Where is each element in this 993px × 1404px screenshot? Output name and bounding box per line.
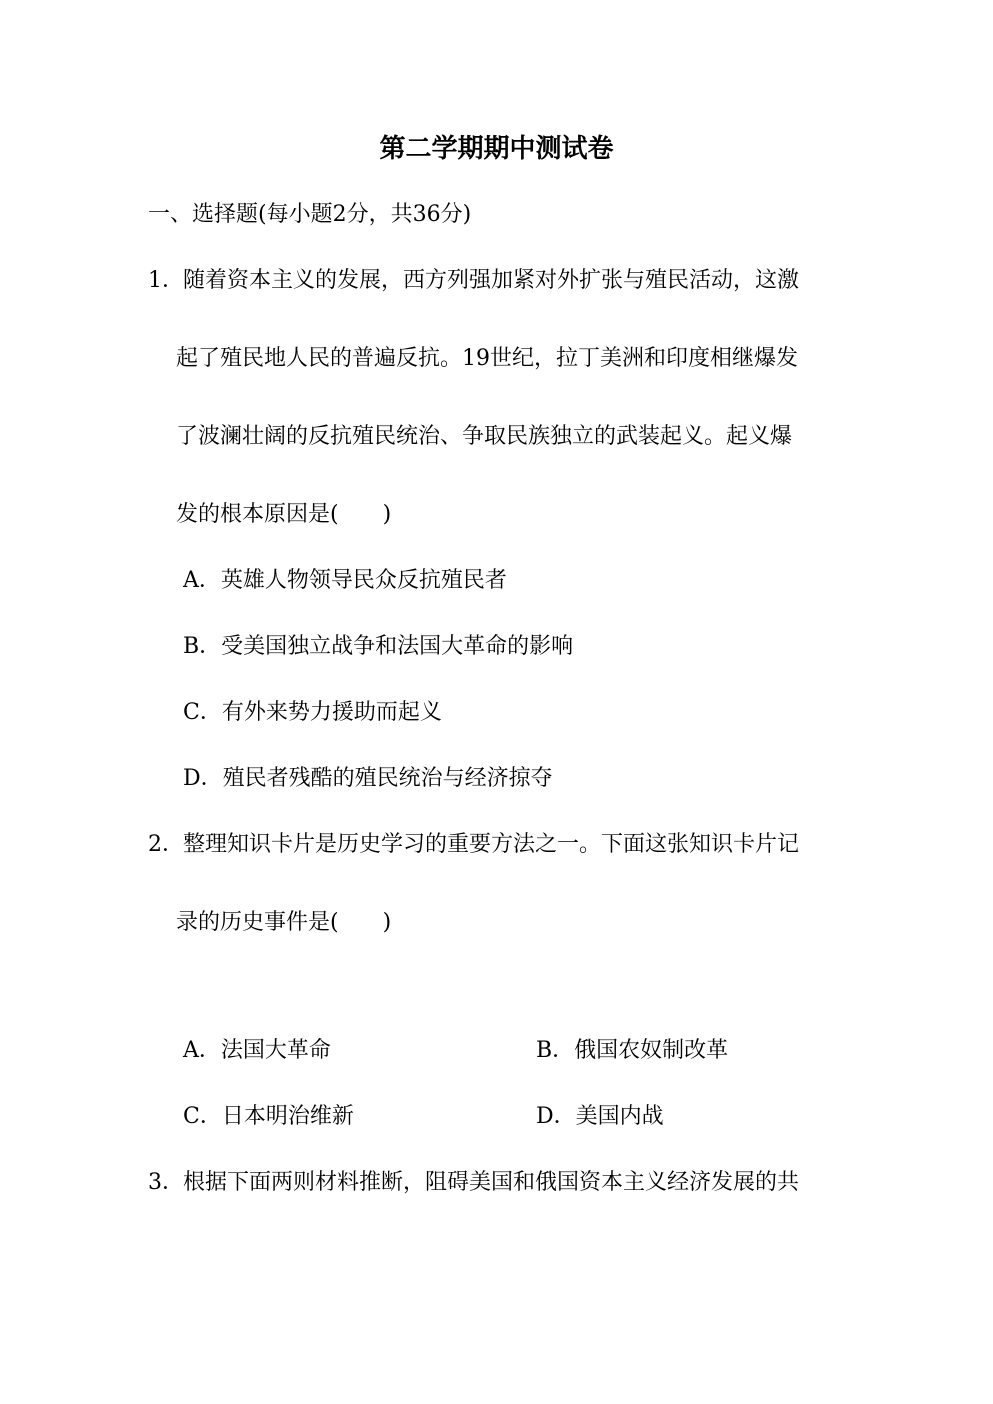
option-a[interactable] [183,566,507,596]
question-text-line: 根据下面两则材料推断，阻碍美国和俄国资本主义经济发展的共 [183,1170,800,1195]
question-text-line: 整理知识卡片是历史学习的重要方法之一。下面这张知识卡片记 [183,832,800,857]
option-label: A． [183,568,221,593]
option-text: 日本明治维新 [221,1104,354,1129]
question-number: 3． [148,1170,184,1195]
option-a[interactable] [183,1036,331,1066]
option-d[interactable] [536,1102,664,1132]
option-text: 有外来势力援助而起义 [221,700,442,725]
option-label: D． [536,1104,576,1129]
option-text: 英雄人物领导民众反抗殖民者 [220,568,507,593]
question-text-line: 了波澜壮阔的反抗殖民统治、争取民族独立的武装起义。起义爆 [176,424,793,449]
option-text: 法国大革命 [220,1038,331,1063]
option-label: A． [183,1038,221,1063]
option-text: 受美国独立战争和法国大革命的影响 [221,634,574,659]
option-b[interactable] [536,1036,728,1066]
option-text: 俄国农奴制改革 [574,1038,729,1063]
option-c[interactable] [183,698,442,728]
option-text: 殖民者残酷的殖民统治与经济掠夺 [222,766,553,791]
option-label: B． [183,634,222,659]
option-c[interactable] [183,1102,354,1132]
question-text-line: 随着资本主义的发展，西方列强加紧对外扩张与殖民活动，这激 [183,268,800,293]
option-d[interactable] [183,764,553,794]
option-label: B． [536,1038,575,1063]
question-text-line: 起了殖民地人民的普遍反抗。19世纪，拉丁美洲和印度相继爆发 [176,346,798,371]
question-number: 2． [148,832,184,857]
option-label: C． [183,700,222,725]
question-text-line: 录的历史事件是( ) [176,910,392,935]
page-title: 第二学期期中测试卷 [379,134,614,164]
section-heading: 一、选择题(每小题2分，共36分) [148,202,472,227]
question-number: 1． [148,268,184,293]
option-label: D． [183,766,223,791]
question-text-line: 发的根本原因是( ) [176,502,392,527]
option-text: 美国内战 [575,1104,664,1129]
option-label: C． [183,1104,222,1129]
option-b[interactable] [183,632,573,662]
